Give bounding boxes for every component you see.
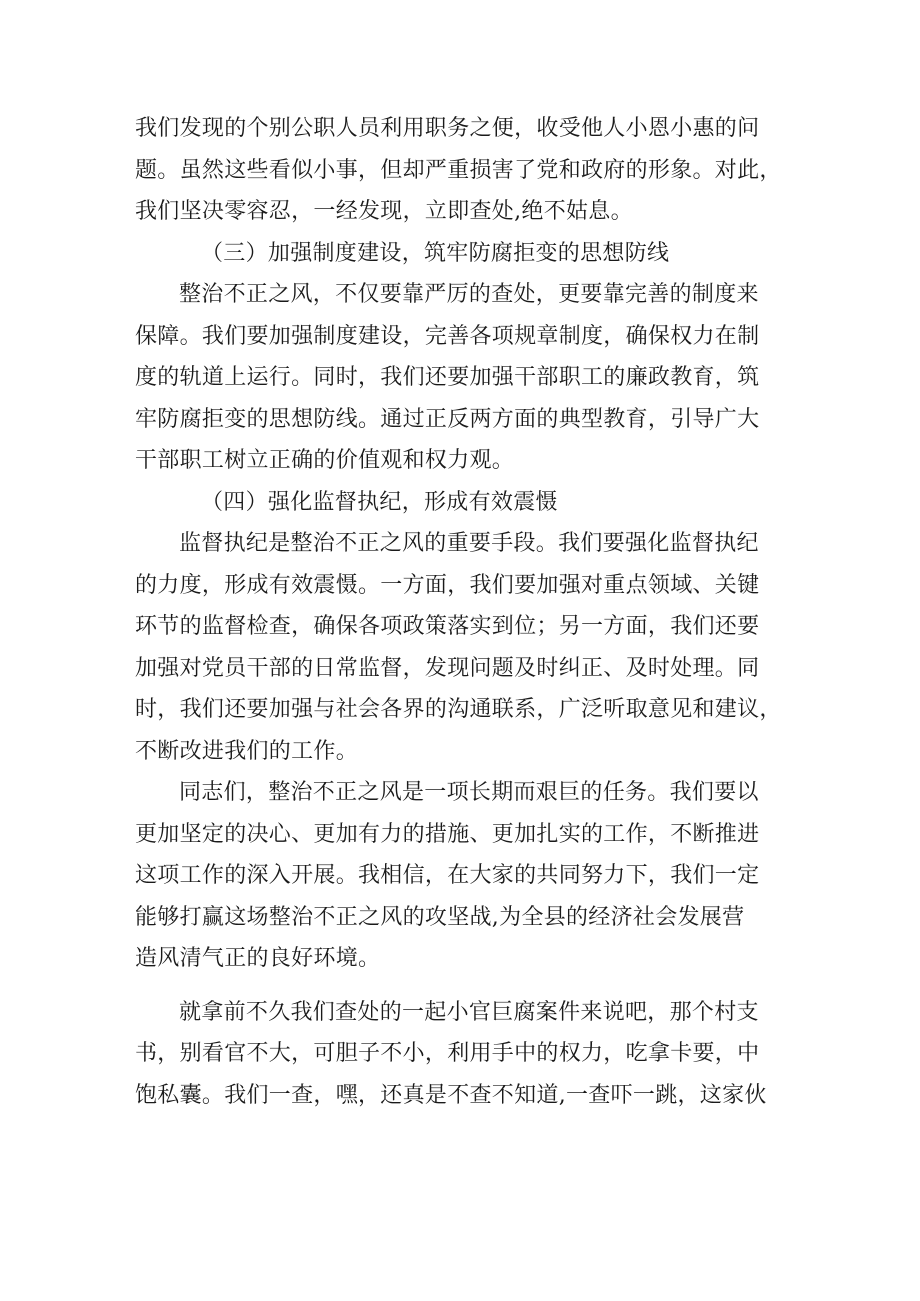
paragraph-start: 就拿前不久我们查处的一起小官巨腐案件来说吧，那个村支 [179, 999, 759, 1025]
paragraph-start: 整治不正之风，不仅要靠严厉的查处，更要靠完善的制度来 [179, 282, 759, 307]
paragraph-gap [135, 980, 795, 992]
text-line: 加强对党员干部的日常监督，发现问题及时纠正、及时处理。同 [135, 655, 760, 681]
text-line: 的力度，形成有效震慑。一方面，我们要加强对重点领域、关键 [135, 572, 760, 598]
text-line: 能够打赢这场整治不正之风的攻坚战,为全县的经济社会发展营 [135, 904, 745, 930]
text-line: 造风清气正的良好环境。 [135, 946, 381, 971]
text-line: 我们发现的个别公职人员利用职务之便，收受他人小恩小惠的问 [135, 116, 760, 141]
paragraph-start: 监督执纪是整治不正之风的重要手段。我们要强化监督执纪 [179, 531, 759, 556]
paragraph-start: 同志们，整治不正之风是一项长期而艰巨的任务。我们要以 [179, 780, 759, 805]
text-line: 环节的监督检查，确保各项政策落实到位；另一方面，我们还要 [135, 614, 760, 639]
text-line: 题。虽然这些看似小事，但却严重损害了党和政府的形象。对此， [135, 157, 782, 183]
text-line: 保障。我们要加强制度建设，完善各项规章制度，确保权力在制 [135, 323, 760, 349]
section-heading-3: （三）加强制度建设，筑牢防腐拒变的思想防线 [201, 240, 670, 266]
document-body [135, 108, 795, 1116]
text-line: 牢防腐拒变的思想防线。通过正反两方面的典型教育，引导广大 [135, 406, 760, 432]
text-line: 不断改进我们的工作。 [135, 738, 359, 764]
text-line: 饱私囊。我们一查，嘿，还真是不查不知道,一查吓一跳，这家伙 [135, 1082, 767, 1108]
text-line: 更加坚定的决心、更加有力的措施、更加扎实的工作，不断推进 [135, 821, 760, 847]
text-line: 度的轨道上运行。同时，我们还要加强干部职工的廉政教育，筑 [135, 365, 760, 390]
text-line: 我们坚决零容忍，一经发现，立即查处,绝不姑息。 [135, 199, 633, 224]
section-heading-4: （四）强化监督执纪，形成有效震慑 [201, 489, 558, 515]
text-line: 时，我们还要加强与社会各界的沟通联系，广泛听取意见和建议， [135, 697, 782, 722]
text-line: 这项工作的深入开展。我相信，在大家的共同努力下，我们一定 [135, 863, 760, 888]
text-line: 书，别看官不大，可胆子不小，利用手中的权力，吃拿卡要，中 [135, 1041, 760, 1066]
text-line: 干部职工树立正确的价值观和权力观。 [135, 448, 515, 473]
